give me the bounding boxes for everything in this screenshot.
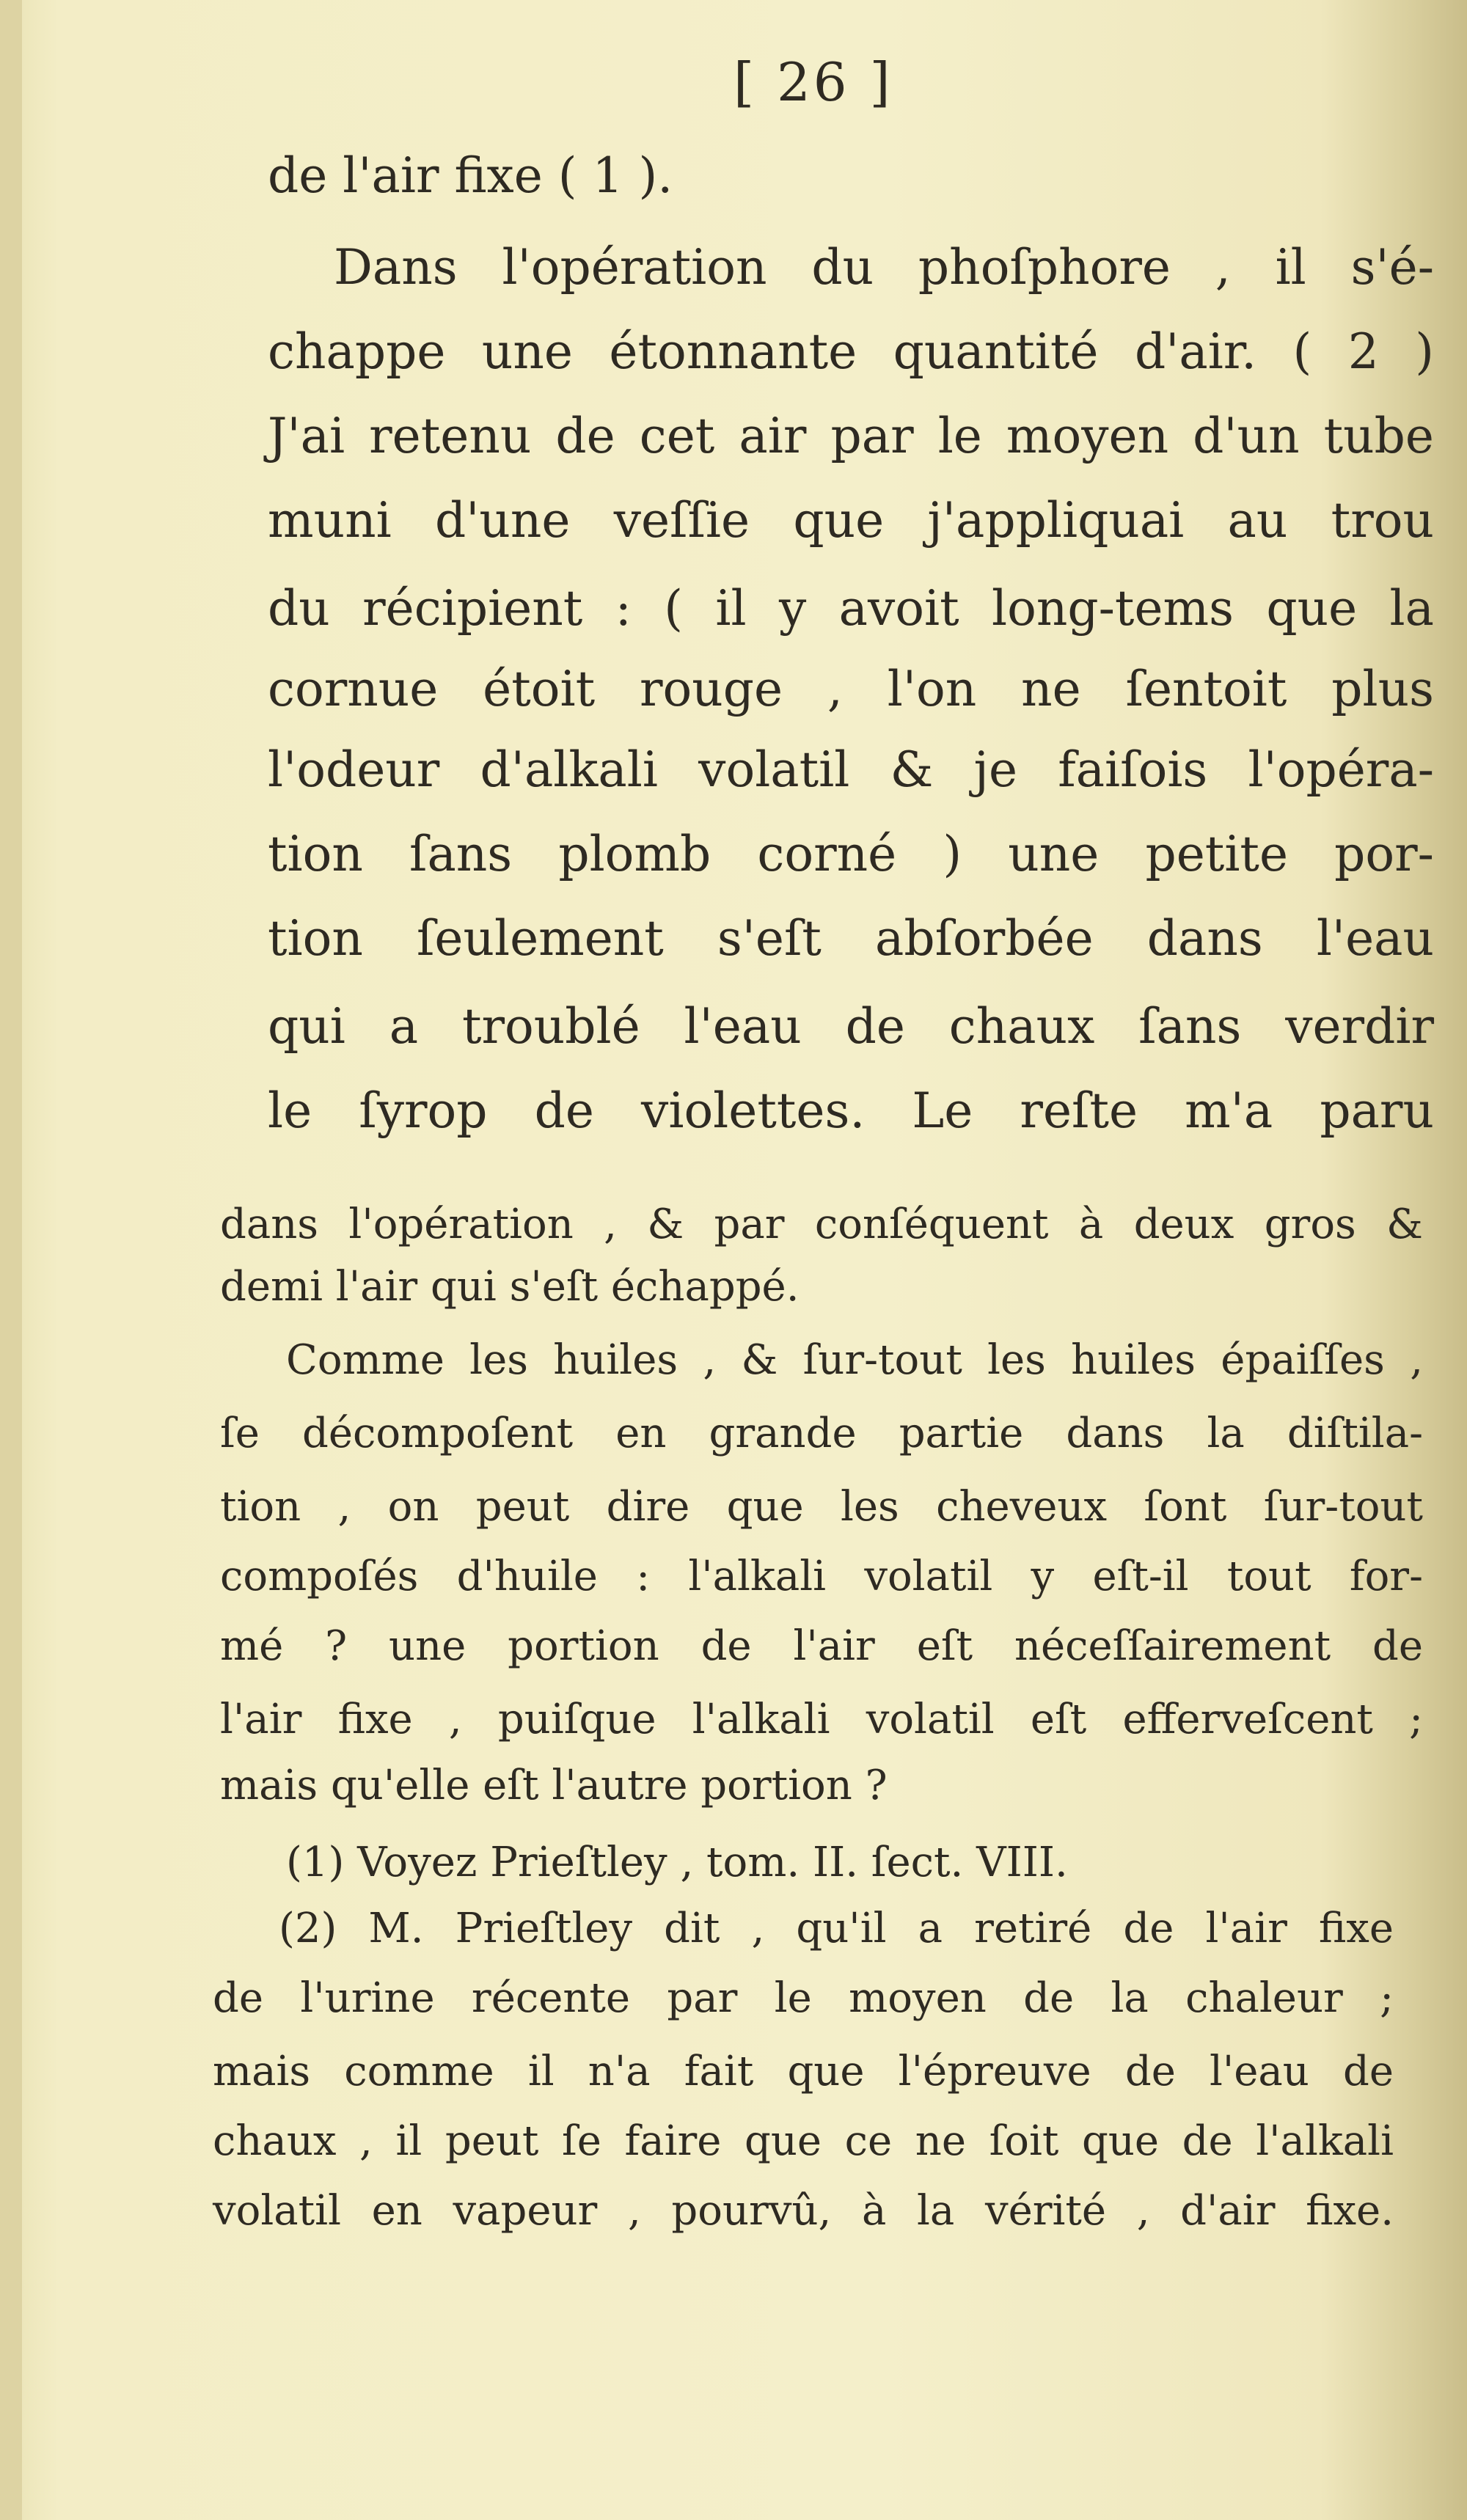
text-line: qui a troublé l'eau de chaux ſans verdir	[268, 998, 1434, 1055]
text-line: le ſyrop de violettes. Le reſte m'a paru	[268, 1083, 1434, 1139]
text-line: demi l'air qui s'eſt échappé.	[220, 1263, 800, 1311]
text-line: Dans l'opération du phoſphore , il s'é-	[334, 239, 1434, 296]
text-line: mé ? une portion de l'air eſt néceſſairement de	[220, 1622, 1423, 1670]
text-line: chappe une étonnante quantité d'air. ( 2 )	[268, 323, 1434, 380]
footnote-line: chaux , il peut ſe faire que ce ne ſoit que de l'alkali	[213, 2117, 1394, 2165]
text-line: dans l'opération , & par conſéquent à deux gros &	[220, 1201, 1423, 1248]
text-line: tion ſeulement s'eſt abſorbée dans l'eau	[268, 910, 1434, 967]
text-line: tion , on peut dire que les cheveux ſont ſur-tout	[220, 1483, 1423, 1531]
text-line: l'air fixe , puiſque l'alkali volatil eſt efferveſcent ;	[220, 1696, 1423, 1743]
text-line: muni d'une veſſie que j'appliquai au trou	[268, 492, 1434, 549]
text-line: tion ſans plomb corné ) une petite por-	[268, 826, 1434, 882]
footnote-line: (2) M. Prieſtley dit , qu'il a retiré de l'air fixe	[279, 1905, 1394, 1952]
text-line: du récipient : ( il y avoit long-tems que la	[268, 580, 1434, 637]
text-line: cornue étoit rouge , l'on ne ſentoit plus	[268, 661, 1434, 717]
footnote-line: de l'urine récente par le moyen de la chaleur ;	[213, 1974, 1394, 2022]
text-line: ſe décompoſent en grande partie dans la diſtila-	[220, 1410, 1423, 1457]
text-line: compoſés d'huile : l'alkali volatil y eſt-il tout for-	[220, 1553, 1423, 1600]
book-gutter	[0, 0, 22, 2520]
text-line: de l'air fixe ( 1 ).	[268, 147, 673, 204]
text-line: Comme les huiles , & ſur-tout les huiles épaiſſes ,	[286, 1336, 1423, 1384]
footnote-line: (1) Voyez Prieſtley , tom. II. ſect. VIII.	[286, 1839, 1068, 1886]
footnote-line: volatil en vapeur , pourvû, à la vérité , d'air fixe.	[213, 2187, 1394, 2235]
page-number: [ 26 ]	[734, 51, 893, 113]
text-line: l'odeur d'alkali volatil & je faiſois l'opéra-	[268, 741, 1434, 798]
footnote-line: mais comme il n'a fait que l'épreuve de l'eau de	[213, 2048, 1394, 2095]
text-line: J'ai retenu de cet air par le moyen d'un tube	[268, 408, 1434, 464]
text-line: mais qu'elle eſt l'autre portion ?	[220, 1762, 888, 1809]
